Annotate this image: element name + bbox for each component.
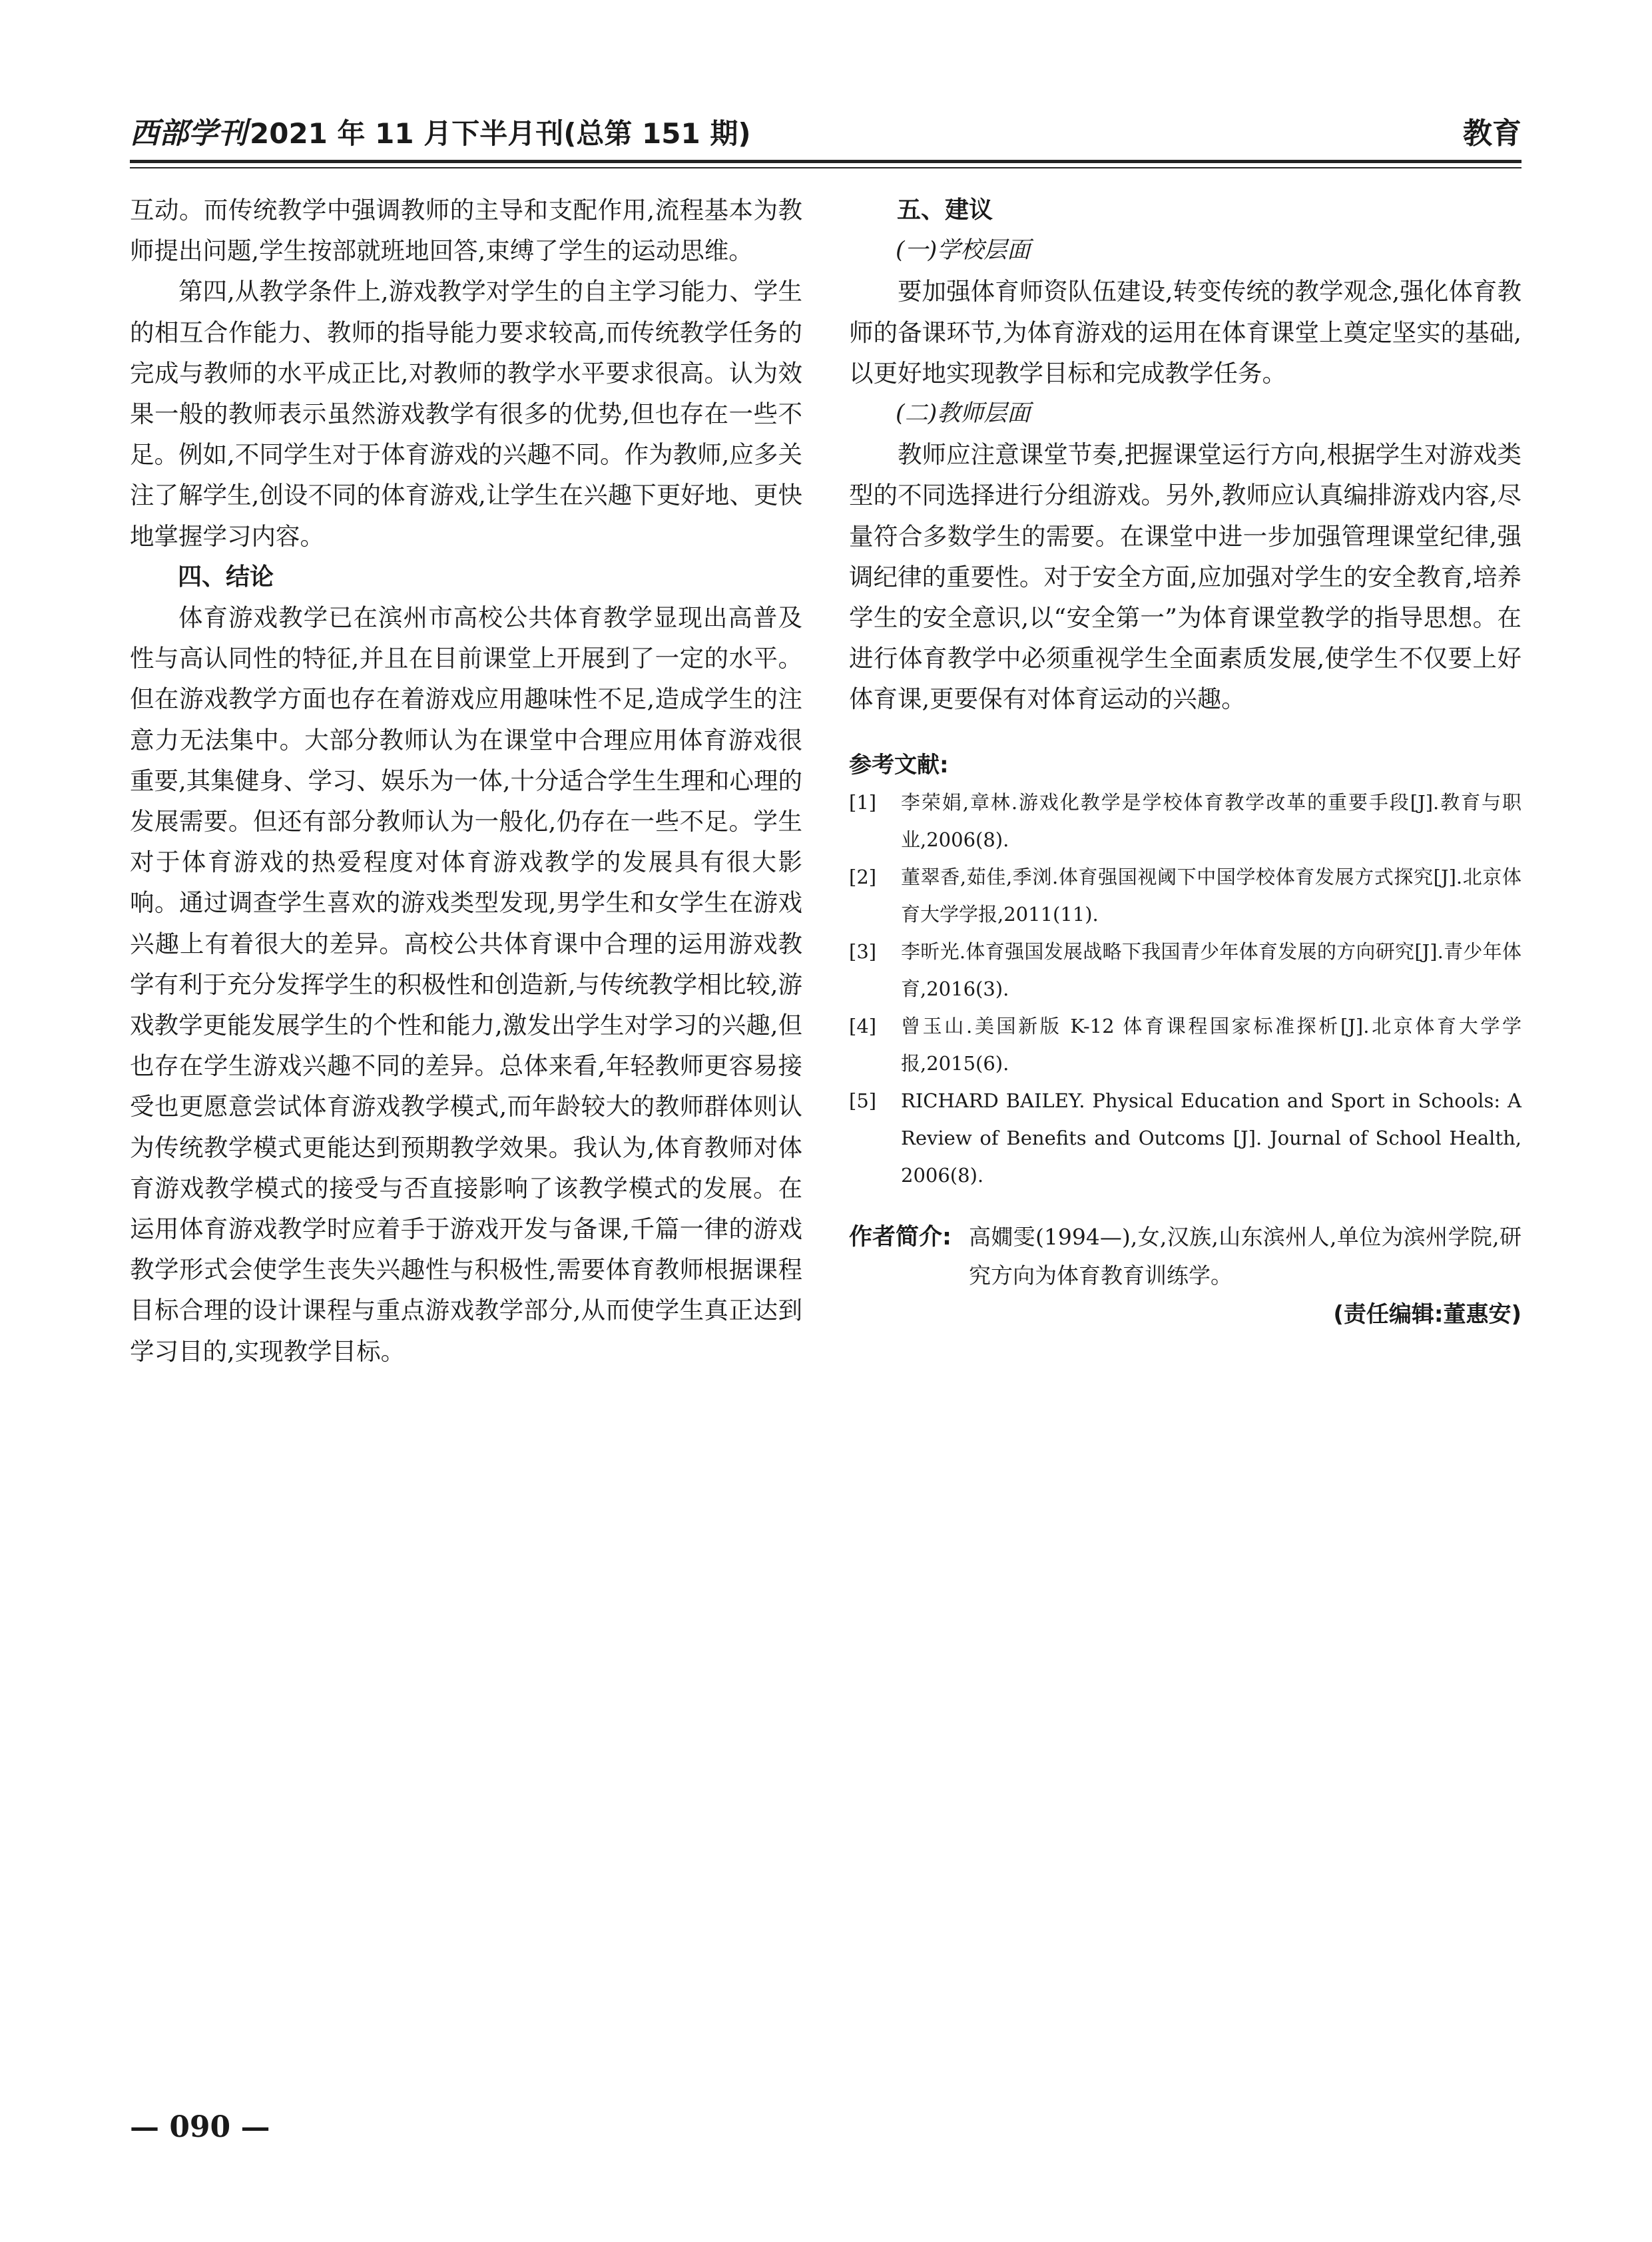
left-column: [130, 190, 802, 1372]
paragraph: 教师应注意课堂节奏,把握课堂运行方向,根据学生对游戏类型的不同选择进行分组游戏。另外,教师应认真编排游戏内容,尽量符合多数学生的需要。在课堂中进一步加强管理课堂纪律,强调纪律的重要性。对于安全方面,应加强对学生的安全教育,培养学生的安全意识,以“安全第一”为体育课堂教学的指导思想。在进行体育教学中必须重视学生全面素质发展,使学生不仅要上好体育课,更要保有对体育运动的兴趣。: [849, 440, 1521, 714]
reference-text: 董翠香,茹佳,季浏.体育强国视阈下中国学校体育发展方式探究[J].北京体育大学学报,2011(11).: [901, 865, 1521, 926]
reference-item: [849, 1082, 1521, 1194]
issue-info: 2021 年 11 月下半月刊(总第 151 期): [250, 117, 751, 150]
journal-name: 西部学刊: [130, 117, 247, 150]
reference-list: [849, 784, 1521, 1194]
page-number: — 090 —: [130, 2110, 270, 2144]
reference-number: [3]: [849, 940, 877, 963]
author-bio: [849, 1218, 1521, 1295]
header-rule-thin: [130, 167, 1521, 168]
paragraph: 互动。而传统教学中强调教师的主导和支配作用,流程基本为教师提出问题,学生按部就班地回答,束缚了学生的运动思维。: [130, 196, 802, 266]
reference-item: [849, 858, 1521, 933]
page-header: [130, 113, 1521, 154]
author-text: 高嫺雯(1994—),女,汉族,山东滨州人,单位为滨州学院,研究方向为体育教育训练学。: [969, 1223, 1521, 1288]
reference-item: [849, 784, 1521, 858]
right-column: [849, 190, 1521, 1334]
references-title: 参考文献:: [849, 751, 949, 778]
paragraph: 要加强体育师资队伍建设,转变传统的教学观念,强化体育教师的备课环节,为体育游戏的运用在体育课堂上奠定坚实的基础,以更好地实现教学目标和完成教学任务。: [849, 277, 1521, 388]
reference-text: RICHARD BAILEY. Physical Education and Sport in Schools: A Review of Benefits and Outcoms [J]. Journal of School Health, 2006(8).: [901, 1089, 1521, 1187]
editor-credit: (责任编辑:董惠安): [1333, 1300, 1521, 1328]
reference-number: [1]: [849, 790, 877, 814]
section-heading: 四、结论: [178, 563, 274, 591]
reference-number: [5]: [849, 1089, 877, 1112]
section-label: 教育: [1463, 117, 1521, 150]
paragraph: 第四,从教学条件上,游戏教学对学生的自主学习能力、学生的相互合作能力、教师的指导能力要求较高,而传统教学任务的完成与教师的水平成正比,对教师的教学水平要求很高。认为效果一般的教师表示虽然游戏教学有很多的优势,但也存在一些不足。例如,不同学生对于体育游戏的兴趣不同。作为教师,应多关注了解学生,创设不同的体育游戏,让学生在兴趣下更好地、更快地掌握学习内容。: [130, 277, 802, 551]
section-heading: 五、建议: [897, 196, 993, 224]
subsection-heading: (一)学校层面: [896, 237, 1031, 264]
reference-text: 李荣娟,章林.游戏化教学是学校体育教学改革的重要手段[J].教育与职业,2006(8).: [901, 790, 1521, 851]
header-left: [130, 113, 751, 154]
reference-text: 曾玉山.美国新版 K-12 体育课程国家标准探析[J].北京体育大学学报,2015(6).: [901, 1014, 1521, 1075]
reference-item: [849, 1007, 1521, 1082]
reference-item: [849, 933, 1521, 1007]
reference-number: [4]: [849, 1014, 877, 1037]
author-label: 作者简介:: [849, 1223, 952, 1251]
header-rule-thick: [130, 160, 1521, 163]
reference-number: [2]: [849, 865, 877, 888]
subsection-heading: (二)教师层面: [896, 400, 1031, 427]
paragraph: 体育游戏教学已在滨州市高校公共体育教学显现出高普及性与高认同性的特征,并且在目前课堂上开展到了一定的水平。但在游戏教学方面也存在着游戏应用趣味性不足,造成学生的注意力无法集中。大部分教师认为在课堂中合理应用体育游戏很重要,其集健身、学习、娱乐为一体,十分适合学生生理和心理的发展需要。但还有部分教师认为一般化,仍存在一些不足。学生对于体育游戏的热爱程度对体育游戏教学的发展具有很大影响。通过调查学生喜欢的游戏类型发现,男学生和女学生在游戏兴趣上有着很大的差异。高校公共体育课中合理的运用游戏教学有利于充分发挥学生的积极性和创造新,与传统教学相比较,游戏教学更能发展学生的个性和能力,激发出学生对学习的兴趣,但也存在学生游戏兴趣不同的差异。总体来看,年轻教师更容易接受也更愿意尝试体育游戏教学模式,而年龄较大的教师群体则认为传统教学模式更能达到预期教学效果。我认为,体育教师对体育游戏教学模式的接受与否直接影响了该教学模式的发展。在运用体育游戏教学时应着手于游戏开发与备课,千篇一律的游戏教学形式会使学生丧失兴趣性与积极性,需要体育教师根据课程目标合理的设计课程与重点游戏教学部分,从而使学生真正达到学习目的,实现教学目标。: [130, 603, 802, 1366]
reference-text: 李昕光.体育强国发展战略下我国青少年体育发展的方向研究[J].青少年体育,2016(3).: [901, 940, 1521, 1000]
